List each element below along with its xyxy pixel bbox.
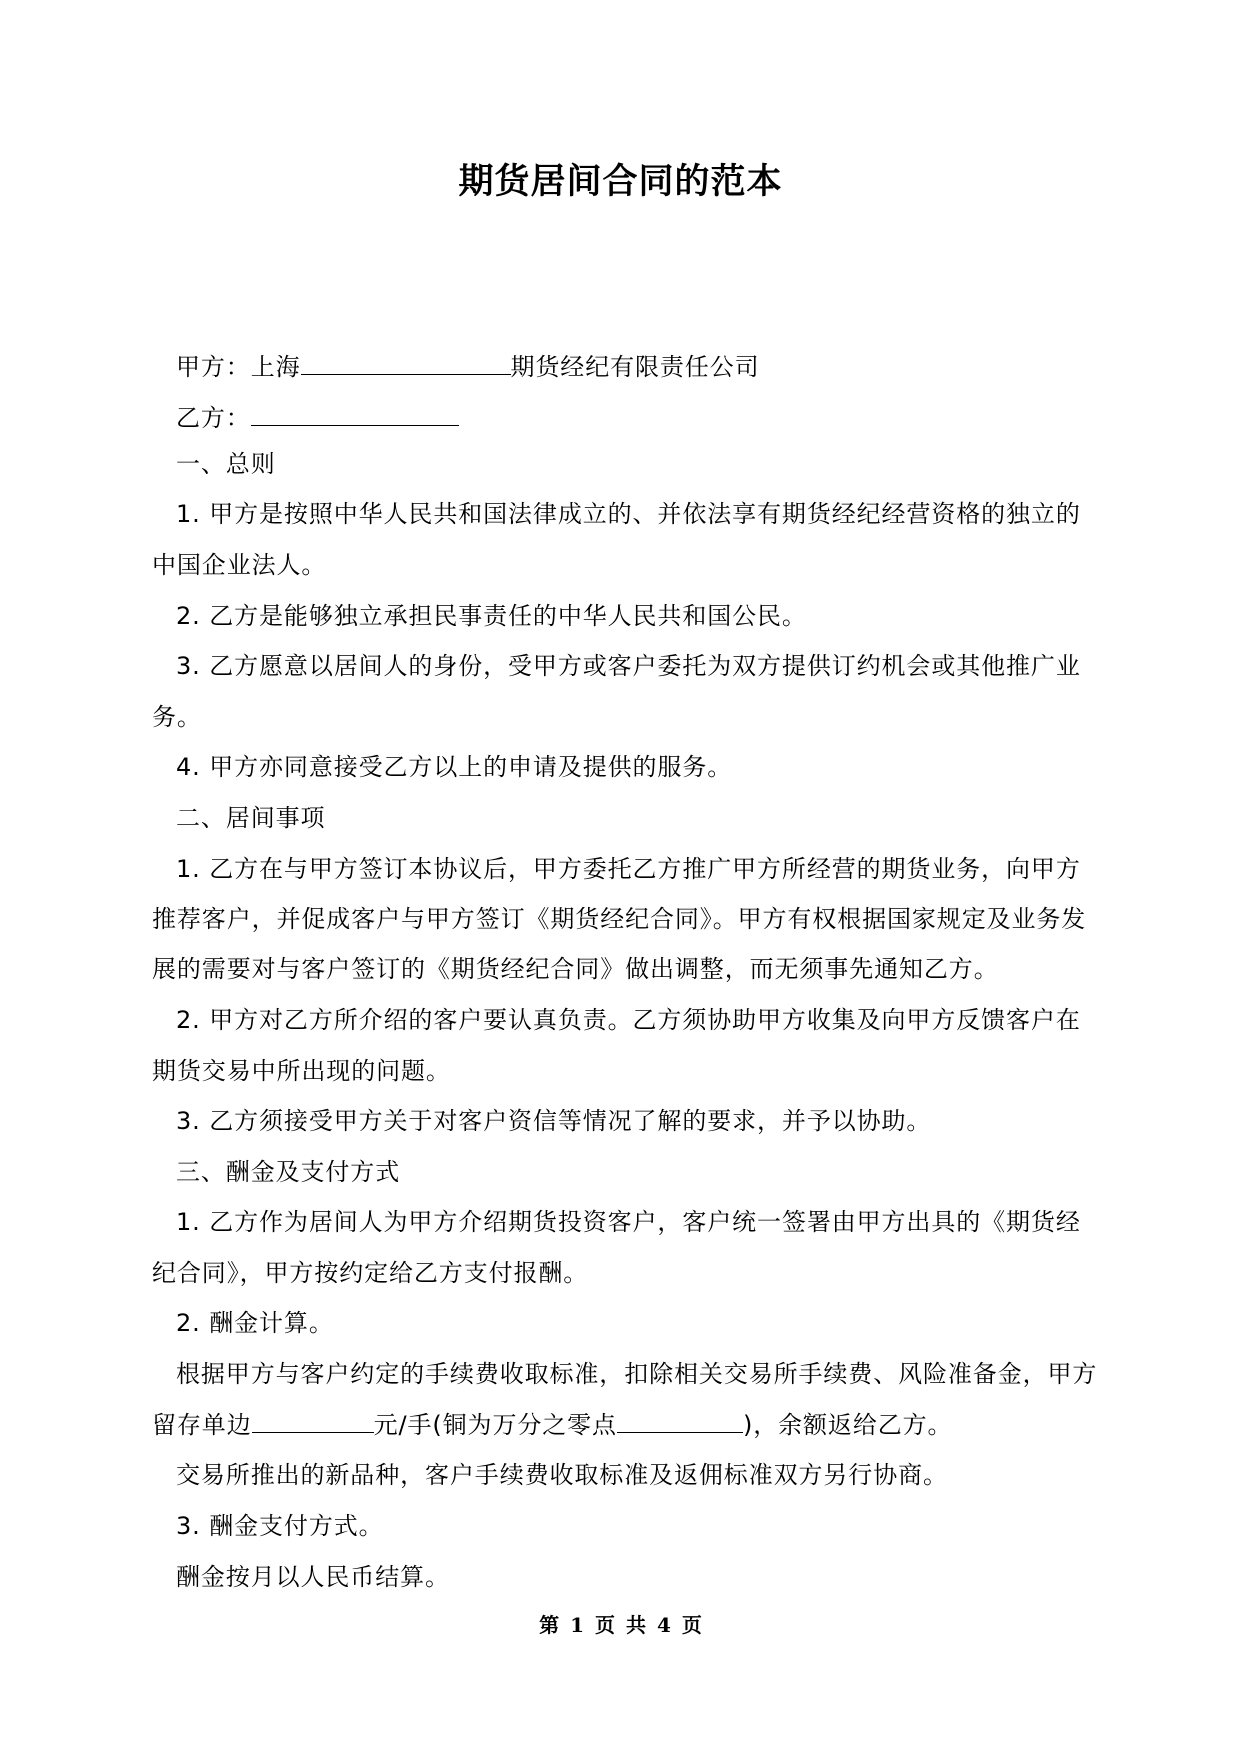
section-heading-brokerage: 二、居间事项 xyxy=(176,804,326,832)
party-b-prefix: 乙方： xyxy=(176,404,251,432)
remuneration-clause-2-line-1: 2. 酬金计算。 xyxy=(176,1309,334,1337)
page-number-footer: 第 1 页 共 4 页 xyxy=(539,1613,702,1637)
brokerage-clause-1-line-3: 展的需要对与客户签订的《期货经纪合同》做出调整，而无须事先通知乙方。 xyxy=(152,955,999,983)
party-a-name-blank xyxy=(301,352,511,375)
calc-text-a: 留存单边 xyxy=(152,1411,252,1439)
party-a-prefix: 甲方：上海 xyxy=(176,353,301,381)
brokerage-clause-2-line-1: 2. 甲方对乙方所介绍的客户要认真负责。乙方须协助甲方收集及向甲方反馈客户在 xyxy=(176,1006,1081,1034)
brokerage-clause-1-line-1: 1. 乙方在与甲方签订本协议后，甲方委托乙方推广甲方所经营的期货业务，向甲方 xyxy=(176,855,1081,883)
remuneration-clause-1-line-2: 纪合同》，甲方按约定给乙方支付报酬。 xyxy=(152,1259,589,1287)
general-clause-1-line-2: 中国企业法人。 xyxy=(152,551,327,579)
party-a-suffix: 期货经纪有限责任公司 xyxy=(510,353,760,381)
general-clause-4-line-1: 4. 甲方亦同意接受乙方以上的申请及提供的服务。 xyxy=(176,753,733,781)
fee-per-lot-blank xyxy=(252,1410,374,1433)
party-a-line xyxy=(176,350,760,384)
remuneration-clause-3-line-1: 3. 酬金支付方式。 xyxy=(176,1512,384,1540)
general-clause-1-line-1: 1. 甲方是按照中华人民共和国法律成立的、并依法享有期货经纪经营资格的独立的 xyxy=(176,500,1081,528)
brokerage-clause-1-line-2: 推荐客户，并促成客户与甲方签订《期货经纪合同》。甲方有权根据国家规定及业务发 xyxy=(152,905,1087,933)
party-b-name-blank xyxy=(251,403,459,426)
new-products-line: 交易所推出的新品种，客户手续费收取标准及返佣标准双方另行协商。 xyxy=(176,1461,948,1489)
page-title: 期货居间合同的范本 xyxy=(458,162,783,202)
general-clause-2-line-1: 2. 乙方是能够独立承担民事责任的中华人民共和国公民。 xyxy=(176,602,807,630)
general-clause-3-line-1: 3. 乙方愿意以居间人的身份，受甲方或客户委托为双方提供订约机会或其他推广业 xyxy=(176,652,1081,680)
settlement-line: 酬金按月以人民币结算。 xyxy=(176,1563,450,1591)
remuneration-clause-1-line-1: 1. 乙方作为居间人为甲方介绍期货投资客户，客户统一签署由甲方出具的《期货经 xyxy=(176,1208,1081,1236)
brokerage-clause-2-line-2: 期货交易中所出现的问题。 xyxy=(152,1057,451,1085)
remuneration-calc-line-1: 根据甲方与客户约定的手续费收取标准，扣除相关交易所手续费、风险准备金，甲方 xyxy=(176,1360,1098,1388)
calc-text-b: 元/手(铜为万分之零点 xyxy=(373,1411,617,1439)
party-b-line xyxy=(176,401,459,435)
general-clause-3-line-2: 务。 xyxy=(152,703,202,731)
calc-text-c: )，余额返给乙方。 xyxy=(742,1411,953,1439)
brokerage-clause-3-line-1: 3. 乙方须接受甲方关于对客户资信等情况了解的要求，并予以协助。 xyxy=(176,1107,932,1135)
section-heading-general: 一、总则 xyxy=(176,450,276,478)
copper-rate-blank xyxy=(617,1410,743,1433)
remuneration-calc-line-2 xyxy=(152,1408,952,1442)
section-heading-remuneration: 三、酬金及支付方式 xyxy=(176,1158,401,1186)
